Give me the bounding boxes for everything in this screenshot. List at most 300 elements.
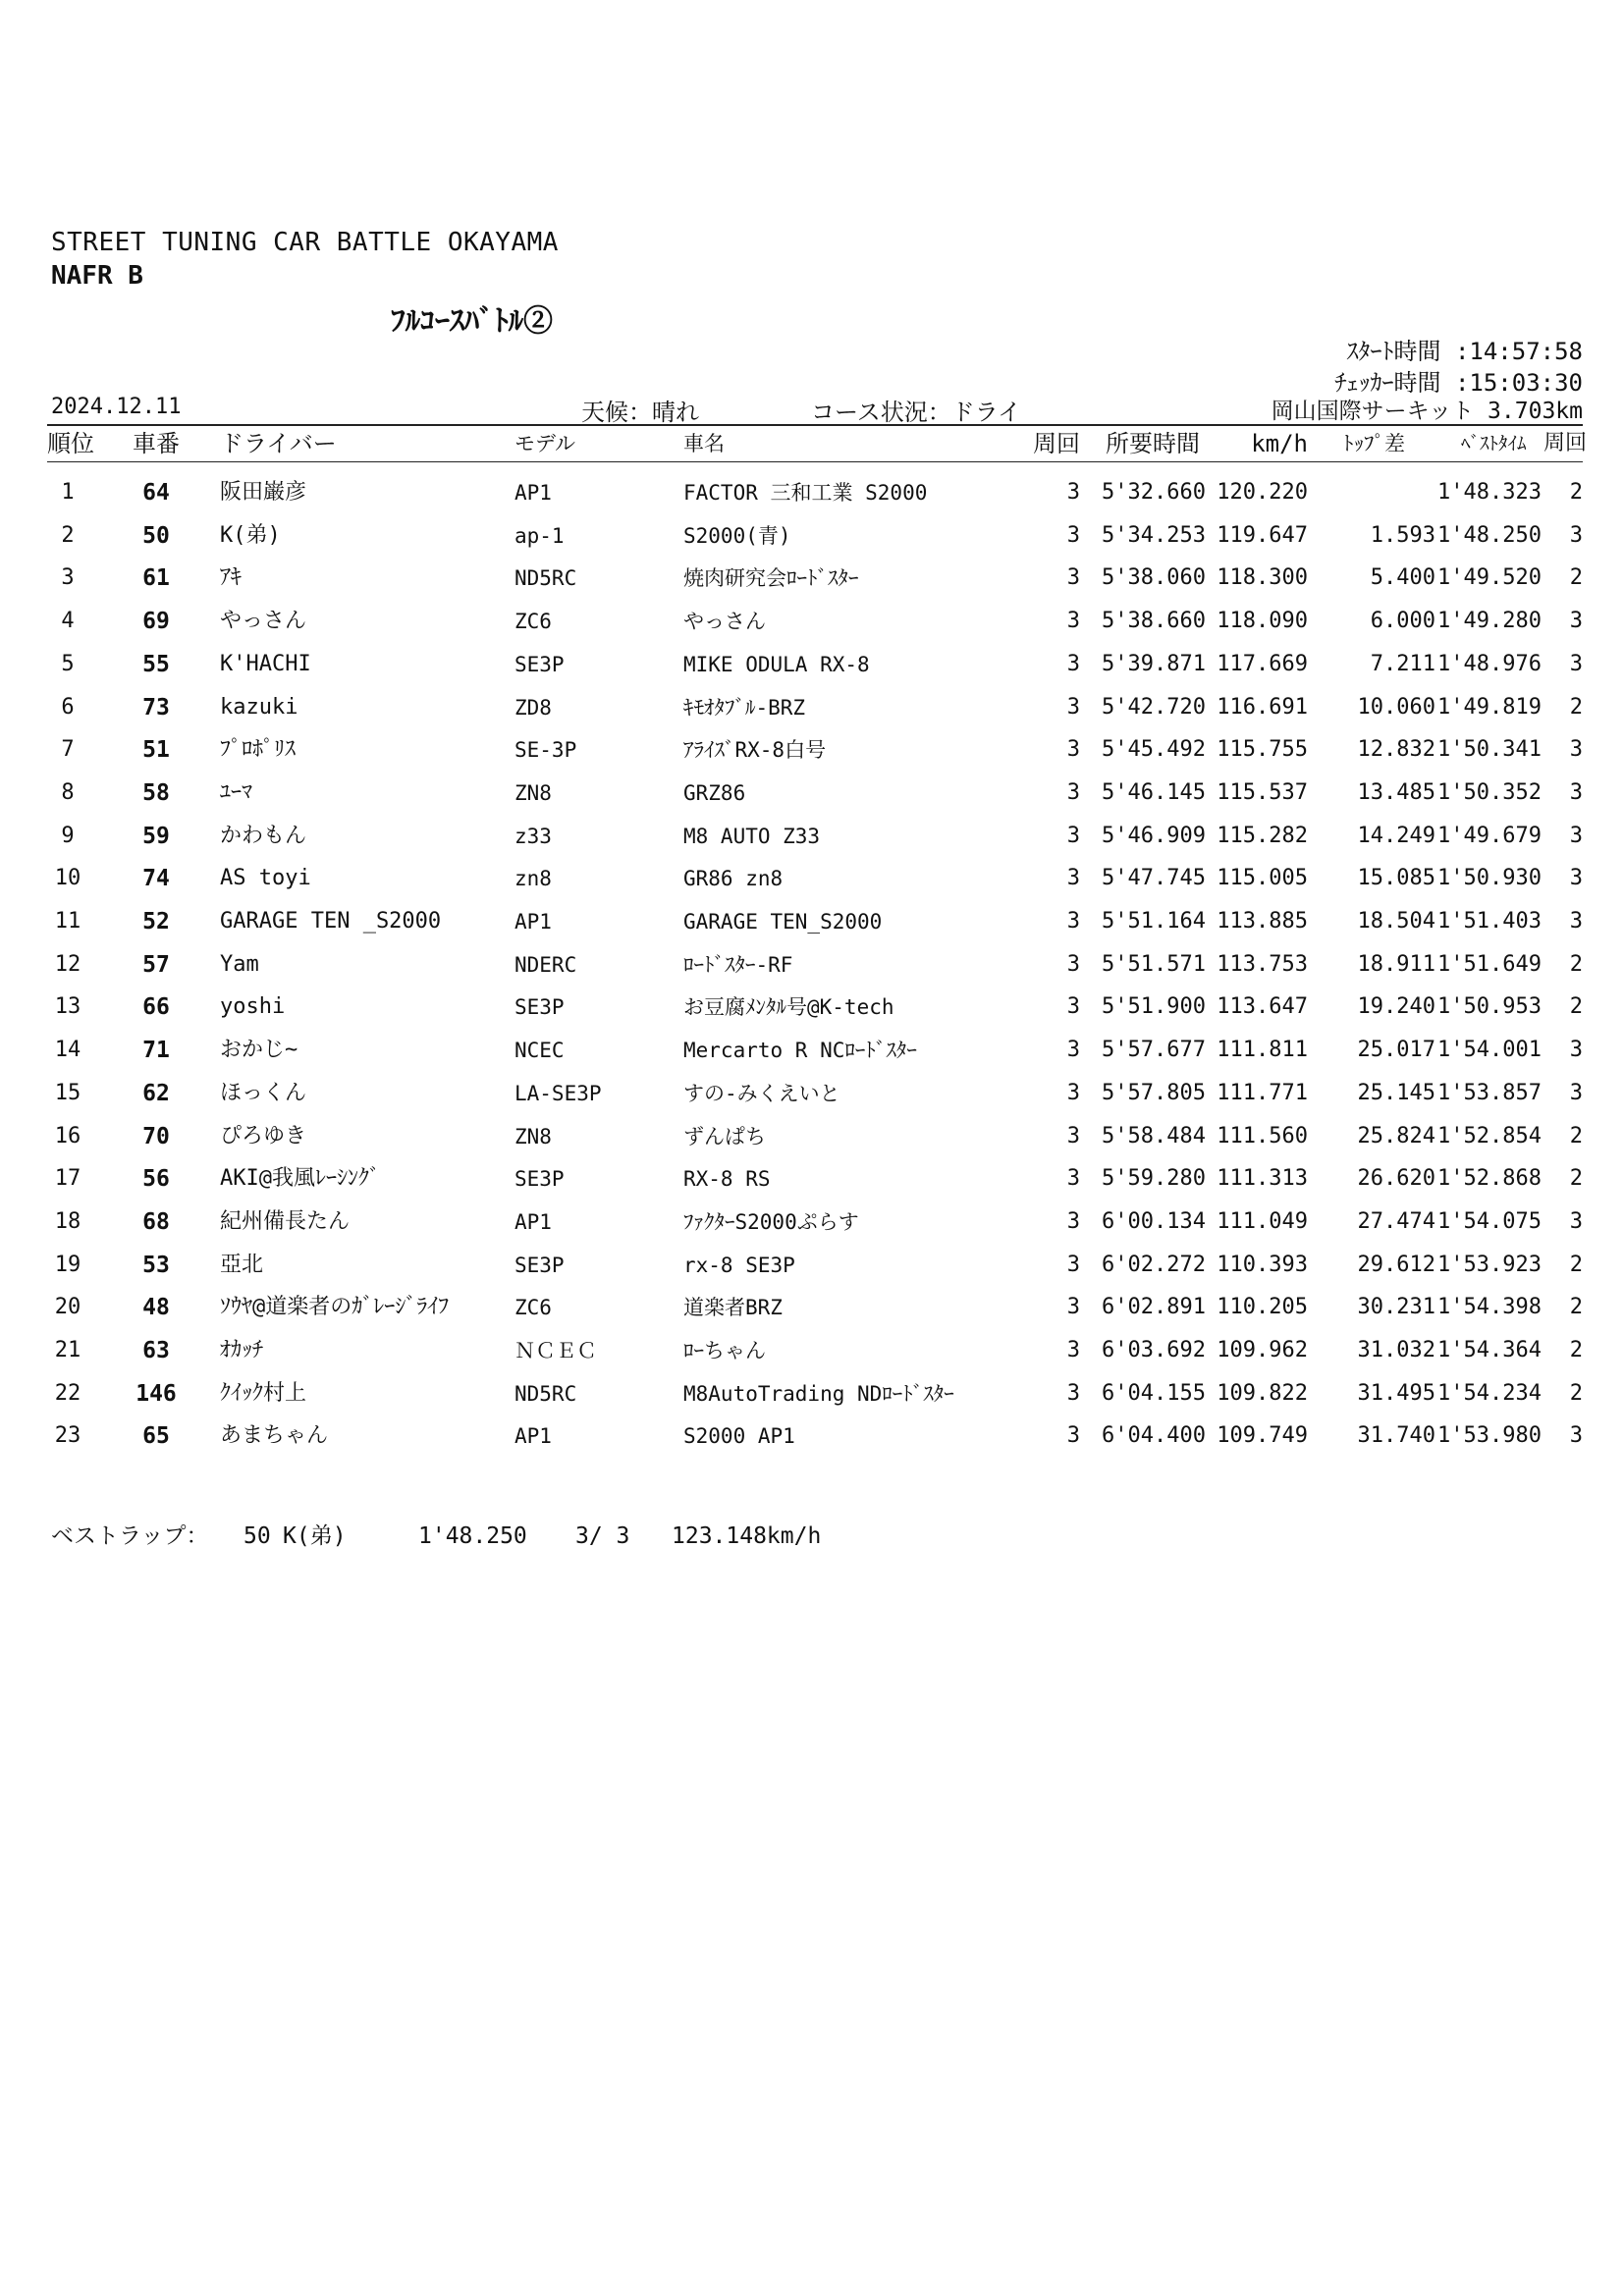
row-laps: 3 <box>1066 1338 1080 1362</box>
row-best-lap: 2 <box>1569 1295 1583 1320</box>
row-best-time: 1'51.649 <box>1437 951 1542 977</box>
row-model: LA-SE3P <box>514 1081 602 1105</box>
row-best-lap: 2 <box>1569 1380 1583 1406</box>
table-row <box>0 1290 1624 1329</box>
table-row <box>0 647 1624 686</box>
row-best-lap: 2 <box>1569 694 1583 720</box>
col-laps: 周回 <box>1033 430 1080 457</box>
row-laps: 3 <box>1066 994 1080 1020</box>
row-car-name: M8AutoTrading NDﾛｰﾄﾞｽﾀｰ <box>683 1381 954 1406</box>
row-gap: 27.474 <box>1357 1208 1435 1234</box>
row-driver: ﾕｰﾏ <box>220 779 253 805</box>
best-lap-time: 1'48.250 <box>418 1523 527 1549</box>
row-best-time: 1'49.520 <box>1437 565 1542 591</box>
row-car-name: 道楽者BRZ <box>683 1296 783 1320</box>
row-gap: 13.485 <box>1357 779 1435 805</box>
row-best-lap: 2 <box>1569 951 1583 977</box>
row-car-name: GR86 zn8 <box>683 867 784 891</box>
row-position: 3 <box>61 565 75 591</box>
best-lap-speed: 123.148km/h <box>672 1523 822 1549</box>
row-speed: 118.300 <box>1217 565 1308 591</box>
row-total-time: 5'45.492 <box>1102 737 1206 763</box>
row-model: SE3P <box>514 1253 565 1277</box>
row-speed: 120.220 <box>1217 480 1308 505</box>
row-total-time: 5'38.660 <box>1102 609 1206 634</box>
row-driver: かわもん <box>220 823 307 848</box>
row-laps: 3 <box>1066 823 1080 848</box>
row-car-name: S2000(青) <box>683 523 791 548</box>
row-position: 11 <box>54 909 81 934</box>
row-best-time: 1'53.980 <box>1437 1423 1542 1449</box>
row-car-number: 55 <box>142 651 170 677</box>
table-row <box>0 1076 1624 1115</box>
row-car-number: 71 <box>142 1038 170 1064</box>
row-speed: 109.962 <box>1217 1338 1308 1362</box>
row-car-number: 57 <box>142 951 170 978</box>
row-best-time: 1'49.819 <box>1437 694 1542 720</box>
best-lap-driver: K(弟) <box>283 1523 347 1549</box>
row-speed: 115.537 <box>1217 779 1308 805</box>
row-driver: kazuki <box>220 694 298 720</box>
row-position: 21 <box>54 1338 81 1362</box>
row-best-lap: 3 <box>1569 866 1583 891</box>
row-car-number: 69 <box>142 609 170 635</box>
row-gap: 5.400 <box>1370 565 1435 591</box>
row-best-lap: 3 <box>1569 779 1583 805</box>
row-best-lap: 3 <box>1569 737 1583 763</box>
row-car-name: GRZ86 <box>683 780 746 805</box>
col-pos: 順位 <box>47 430 94 457</box>
row-model: ＮＣＥＣ <box>514 1339 597 1362</box>
row-position: 22 <box>54 1380 81 1406</box>
table-row <box>0 989 1624 1029</box>
row-car-name: Mercarto R NCﾛｰﾄﾞｽﾀｰ <box>683 1039 917 1063</box>
table-row <box>0 1333 1624 1372</box>
row-best-time: 1'54.398 <box>1437 1295 1542 1320</box>
row-total-time: 5'58.484 <box>1102 1123 1206 1148</box>
class-name: NAFR B <box>51 261 143 291</box>
row-gap: 1.593 <box>1370 522 1435 548</box>
row-best-time: 1'54.001 <box>1437 1038 1542 1063</box>
row-speed: 113.753 <box>1217 951 1308 977</box>
row-best-lap: 3 <box>1569 609 1583 634</box>
row-laps: 3 <box>1066 779 1080 805</box>
row-speed: 113.885 <box>1217 909 1308 934</box>
row-car-name: ﾛｰちゃん <box>683 1339 766 1362</box>
row-model: AP1 <box>514 1424 552 1449</box>
row-driver: おかじ~ <box>220 1038 298 1063</box>
row-laps: 3 <box>1066 651 1080 676</box>
row-car-number: 51 <box>142 737 170 764</box>
row-best-time: 1'50.352 <box>1437 779 1542 805</box>
row-best-time: 1'50.953 <box>1437 994 1542 1020</box>
row-driver: AS toyi <box>220 866 311 891</box>
row-best-time: 1'54.075 <box>1437 1208 1542 1234</box>
row-best-time: 1'50.341 <box>1437 737 1542 763</box>
row-driver: ぴろゆき <box>220 1123 307 1148</box>
row-driver: AKI@我風ﾚｰｼﾝｸﾞ <box>220 1166 380 1192</box>
table-row <box>0 819 1624 858</box>
row-laps: 3 <box>1066 866 1080 891</box>
row-position: 16 <box>54 1123 81 1148</box>
row-position: 18 <box>54 1208 81 1234</box>
row-total-time: 5'47.745 <box>1102 866 1206 891</box>
row-model: NCEC <box>514 1039 565 1063</box>
row-model: AP1 <box>514 481 552 505</box>
row-laps: 3 <box>1066 1123 1080 1148</box>
row-best-lap: 2 <box>1569 1338 1583 1362</box>
table-header-rule <box>47 461 1583 462</box>
row-best-lap: 2 <box>1569 994 1583 1020</box>
row-driver: ｵｶｯﾁ <box>220 1338 264 1362</box>
row-total-time: 5'46.909 <box>1102 823 1206 848</box>
row-total-time: 5'42.720 <box>1102 694 1206 720</box>
row-best-time: 1'54.364 <box>1437 1338 1542 1362</box>
row-position: 7 <box>61 737 75 763</box>
row-speed: 109.749 <box>1217 1423 1308 1449</box>
row-gap: 29.612 <box>1357 1252 1435 1277</box>
row-total-time: 6'00.134 <box>1102 1208 1206 1234</box>
row-total-time: 5'59.280 <box>1102 1166 1206 1192</box>
row-model: ZC6 <box>514 610 552 634</box>
row-car-name: FACTOR 三和工業 S2000 <box>683 481 928 505</box>
row-total-time: 5'39.871 <box>1102 651 1206 676</box>
row-model: z33 <box>514 824 552 848</box>
row-car-number: 56 <box>142 1166 170 1193</box>
row-best-time: 1'48.976 <box>1437 651 1542 676</box>
table-row <box>0 1376 1624 1415</box>
row-best-time: 1'54.234 <box>1437 1380 1542 1406</box>
table-row <box>0 775 1624 815</box>
row-driver: ｱｷ <box>220 565 243 591</box>
row-position: 20 <box>54 1295 81 1320</box>
row-best-time: 1'49.280 <box>1437 609 1542 634</box>
row-laps: 3 <box>1066 737 1080 763</box>
row-position: 9 <box>61 823 75 848</box>
table-row <box>0 1033 1624 1072</box>
row-car-number: 74 <box>142 866 170 892</box>
row-position: 12 <box>54 951 81 977</box>
row-car-number: 61 <box>142 565 170 592</box>
col-best: ﾍﾞｽﾄﾀｲﾑ <box>1461 433 1527 454</box>
row-speed: 113.647 <box>1217 994 1308 1020</box>
row-car-number: 66 <box>142 994 170 1021</box>
row-best-lap: 3 <box>1569 1080 1583 1105</box>
row-gap: 19.240 <box>1357 994 1435 1020</box>
row-model: zn8 <box>514 867 552 891</box>
race-date: 2024.12.11 <box>51 395 182 419</box>
row-driver: yoshi <box>220 994 286 1020</box>
row-car-name: ﾛｰﾄﾞｽﾀｰ-RF <box>683 952 793 977</box>
row-total-time: 6'02.272 <box>1102 1252 1206 1277</box>
table-row <box>0 518 1624 558</box>
row-speed: 110.393 <box>1217 1252 1308 1277</box>
row-best-lap: 3 <box>1569 1423 1583 1449</box>
row-gap: 31.495 <box>1357 1380 1435 1406</box>
row-speed: 111.313 <box>1217 1166 1308 1192</box>
row-model: ZN8 <box>514 1124 552 1148</box>
row-model: ap-1 <box>514 523 565 548</box>
row-driver: ほっくん <box>220 1080 307 1105</box>
row-model: ND5RC <box>514 1381 577 1406</box>
row-car-name: 焼肉研究会ﾛｰﾄﾞｽﾀｰ <box>683 566 859 591</box>
row-car-name: お豆腐ﾒﾝﾀﾙ号@K-tech <box>683 995 894 1020</box>
row-gap: 25.145 <box>1357 1080 1435 1105</box>
table-row <box>0 1161 1624 1201</box>
row-driver: ｿｳﾔ@道楽者のｶﾞﾚｰｼﾞﾗｲﾌ <box>220 1295 450 1320</box>
col-total: 所要時間 <box>1106 430 1200 457</box>
row-driver: K(弟) <box>220 522 281 548</box>
row-laps: 3 <box>1066 1423 1080 1449</box>
row-gap: 18.504 <box>1357 909 1435 934</box>
col-kmh: km/h <box>1251 430 1308 457</box>
table-row <box>0 861 1624 900</box>
row-driver: 紀州備長たん <box>220 1208 351 1234</box>
weather: 天候：晴れ <box>581 399 699 426</box>
row-speed: 116.691 <box>1217 694 1308 720</box>
row-best-lap: 3 <box>1569 823 1583 848</box>
row-model: SE3P <box>514 995 565 1020</box>
row-car-number: 48 <box>142 1295 170 1321</box>
row-laps: 3 <box>1066 480 1080 505</box>
row-best-lap: 3 <box>1569 1208 1583 1234</box>
row-driver: 阪田巌彦 <box>220 480 307 505</box>
table-header <box>0 426 1624 465</box>
row-best-time: 1'53.857 <box>1437 1080 1542 1105</box>
table-row <box>0 904 1624 943</box>
row-best-lap: 3 <box>1569 1038 1583 1063</box>
row-gap: 18.911 <box>1357 951 1435 977</box>
row-laps: 3 <box>1066 1252 1080 1277</box>
row-model: AP1 <box>514 910 552 934</box>
row-laps: 3 <box>1066 1166 1080 1192</box>
col-car: 車名 <box>683 432 725 455</box>
row-driver: あまちゃん <box>220 1423 329 1449</box>
row-gap: 26.620 <box>1357 1166 1435 1192</box>
row-car-number: 63 <box>142 1338 170 1363</box>
col-gap: ﾄｯﾌﾟ差 <box>1343 432 1405 455</box>
col-best-lap: 周回 <box>1543 431 1588 455</box>
table-row <box>0 604 1624 643</box>
checker-time: ﾁｪｯｶｰ時間 :15:03:30 <box>1334 369 1583 397</box>
row-speed: 117.669 <box>1217 651 1308 676</box>
table-row <box>0 475 1624 514</box>
row-gap: 15.085 <box>1357 866 1435 891</box>
row-laps: 3 <box>1066 522 1080 548</box>
col-driver: ドライバー <box>220 430 337 457</box>
row-car-name: ｱﾗｲｽﾞRX-8白号 <box>683 738 827 763</box>
row-position: 23 <box>54 1423 81 1449</box>
row-car-name: GARAGE TEN_S2000 <box>683 910 883 934</box>
row-total-time: 5'51.571 <box>1102 951 1206 977</box>
row-best-time: 1'53.923 <box>1437 1252 1542 1277</box>
row-car-number: 68 <box>142 1208 170 1235</box>
row-laps: 3 <box>1066 1038 1080 1063</box>
row-speed: 118.090 <box>1217 609 1308 634</box>
row-car-number: 50 <box>142 522 170 549</box>
row-total-time: 6'04.400 <box>1102 1423 1206 1449</box>
table-row <box>0 1204 1624 1244</box>
row-model: SE3P <box>514 1167 565 1192</box>
row-laps: 3 <box>1066 565 1080 591</box>
row-driver: ｸｲｯｸ村上 <box>220 1380 307 1406</box>
row-best-lap: 2 <box>1569 1252 1583 1277</box>
row-car-name: ﾌｧｸﾀｰS2000ぷらす <box>683 1209 859 1234</box>
table-row <box>0 1248 1624 1287</box>
row-car-name: M8 AUTO Z33 <box>683 824 821 848</box>
row-position: 5 <box>61 651 75 676</box>
table-row <box>0 947 1624 987</box>
row-speed: 115.005 <box>1217 866 1308 891</box>
row-speed: 109.822 <box>1217 1380 1308 1406</box>
row-laps: 3 <box>1066 1295 1080 1320</box>
row-car-name: rx-8 SE3P <box>683 1253 795 1277</box>
row-speed: 115.282 <box>1217 823 1308 848</box>
row-total-time: 6'02.891 <box>1102 1295 1206 1320</box>
best-lap-number: 50 <box>244 1523 271 1549</box>
row-speed: 111.811 <box>1217 1038 1308 1063</box>
row-best-lap: 2 <box>1569 1123 1583 1148</box>
row-gap: 12.832 <box>1357 737 1435 763</box>
row-gap: 7.211 <box>1370 651 1435 676</box>
row-position: 17 <box>54 1166 81 1192</box>
row-car-number: 64 <box>142 480 170 506</box>
best-lap-summary <box>51 1518 821 1550</box>
row-gap: 30.231 <box>1357 1295 1435 1320</box>
row-model: AP1 <box>514 1209 552 1234</box>
row-best-time: 1'51.403 <box>1437 909 1542 934</box>
row-best-lap: 3 <box>1569 522 1583 548</box>
row-car-name: ずんぱち <box>683 1124 766 1148</box>
row-best-time: 1'52.868 <box>1437 1166 1542 1192</box>
table-row <box>0 1119 1624 1158</box>
row-position: 10 <box>54 866 81 891</box>
row-model: ZD8 <box>514 695 552 720</box>
row-total-time: 5'34.253 <box>1102 522 1206 548</box>
row-gap: 31.032 <box>1357 1338 1435 1362</box>
col-model: モデル <box>514 432 575 455</box>
col-num: 車番 <box>133 430 180 457</box>
row-total-time: 6'03.692 <box>1102 1338 1206 1362</box>
row-total-time: 5'57.805 <box>1102 1080 1206 1105</box>
row-total-time: 5'51.900 <box>1102 994 1206 1020</box>
row-laps: 3 <box>1066 694 1080 720</box>
row-driver: やっさん <box>220 609 307 634</box>
row-model: SE3P <box>514 652 565 676</box>
row-position: 13 <box>54 994 81 1020</box>
row-speed: 110.205 <box>1217 1295 1308 1320</box>
row-total-time: 5'46.145 <box>1102 779 1206 805</box>
session-name: ﾌﾙｺｰｽﾊﾞﾄﾙ② <box>391 304 553 339</box>
row-position: 19 <box>54 1252 81 1277</box>
row-car-number: 62 <box>142 1080 170 1106</box>
row-driver: GARAGE TEN _S2000 <box>220 909 442 934</box>
start-time: ｽﾀｰﾄ時間 :14:57:58 <box>1346 338 1583 365</box>
row-laps: 3 <box>1066 1380 1080 1406</box>
row-driver: K'HACHI <box>220 651 311 676</box>
row-driver: Yam <box>220 951 259 977</box>
row-position: 4 <box>61 609 75 634</box>
row-position: 6 <box>61 694 75 720</box>
row-laps: 3 <box>1066 951 1080 977</box>
row-best-lap: 2 <box>1569 565 1583 591</box>
row-best-time: 1'50.930 <box>1437 866 1542 891</box>
event-title: STREET TUNING CAR BATTLE OKAYAMA <box>51 228 559 257</box>
row-car-number: 58 <box>142 779 170 806</box>
row-model: NDERC <box>514 952 577 977</box>
row-driver: ﾌﾟﾛﾎﾟﾘｽ <box>220 737 297 763</box>
row-car-number: 65 <box>142 1423 170 1450</box>
row-model: ZN8 <box>514 780 552 805</box>
circuit: 岡山国際サーキット 3.703km <box>1271 399 1583 424</box>
row-speed: 111.560 <box>1217 1123 1308 1148</box>
row-car-name: S2000 AP1 <box>683 1424 795 1449</box>
course-condition: コース状況：ドライ <box>811 399 1022 426</box>
row-car-number: 73 <box>142 694 170 721</box>
row-car-number: 70 <box>142 1123 170 1149</box>
row-driver: 亞北 <box>220 1252 264 1277</box>
row-gap: 6.000 <box>1370 609 1435 634</box>
row-car-number: 59 <box>142 823 170 849</box>
row-total-time: 6'04.155 <box>1102 1380 1206 1406</box>
row-total-time: 5'51.164 <box>1102 909 1206 934</box>
table-row <box>0 690 1624 729</box>
row-best-time: 1'48.250 <box>1437 522 1542 548</box>
row-gap: 31.740 <box>1357 1423 1435 1449</box>
row-position: 15 <box>54 1080 81 1105</box>
row-car-name: ｷﾓｵﾀﾌﾞﾙ-BRZ <box>683 695 806 720</box>
row-total-time: 5'38.060 <box>1102 565 1206 591</box>
row-best-lap: 3 <box>1569 651 1583 676</box>
row-model: SE-3P <box>514 738 577 763</box>
row-car-name: RX-8 RS <box>683 1167 771 1192</box>
row-car-name: やっさん <box>683 610 766 634</box>
row-gap: 25.017 <box>1357 1038 1435 1063</box>
row-best-time: 1'48.323 <box>1437 480 1542 505</box>
row-car-number: 53 <box>142 1252 170 1278</box>
row-position: 1 <box>61 480 75 505</box>
row-gap: 14.249 <box>1357 823 1435 848</box>
row-speed: 115.755 <box>1217 737 1308 763</box>
row-position: 2 <box>61 522 75 548</box>
row-position: 14 <box>54 1038 81 1063</box>
row-speed: 111.049 <box>1217 1208 1308 1234</box>
row-total-time: 5'32.660 <box>1102 480 1206 505</box>
row-speed: 111.771 <box>1217 1080 1308 1105</box>
row-total-time: 5'57.677 <box>1102 1038 1206 1063</box>
table-row <box>0 732 1624 772</box>
row-gap: 10.060 <box>1357 694 1435 720</box>
best-lap-lap: 3/ 3 <box>575 1523 630 1549</box>
best-lap-label: ベストラップ： <box>51 1523 209 1549</box>
row-car-number: 52 <box>142 909 170 934</box>
row-car-number: 146 <box>135 1380 177 1407</box>
table-row <box>0 1418 1624 1458</box>
row-car-name: すの-みくえいと <box>683 1081 840 1105</box>
row-car-name: MIKE ODULA RX-8 <box>683 652 870 676</box>
row-best-lap: 3 <box>1569 909 1583 934</box>
row-speed: 119.647 <box>1217 522 1308 548</box>
row-gap: 25.824 <box>1357 1123 1435 1148</box>
row-laps: 3 <box>1066 609 1080 634</box>
row-best-lap: 2 <box>1569 480 1583 505</box>
row-best-lap: 2 <box>1569 1166 1583 1192</box>
row-laps: 3 <box>1066 1080 1080 1105</box>
row-best-time: 1'49.679 <box>1437 823 1542 848</box>
row-laps: 3 <box>1066 909 1080 934</box>
row-model: ZC6 <box>514 1296 552 1320</box>
row-model: ND5RC <box>514 566 577 591</box>
